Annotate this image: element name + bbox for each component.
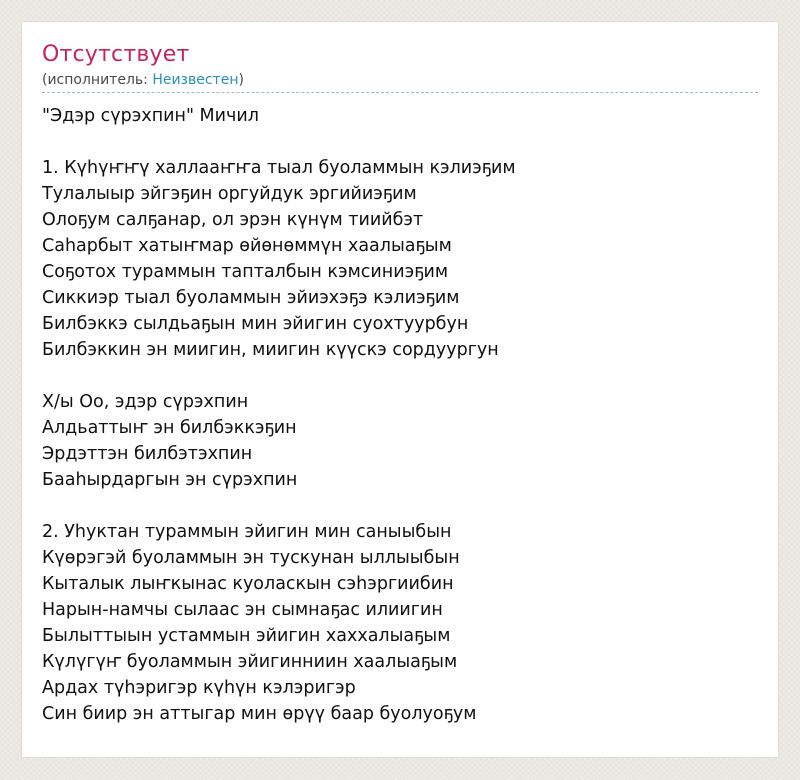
lyric-line: Олоҕум салҕанар, ол эрэн күнүм тиийбэт: [42, 210, 424, 230]
lyric-line: 1. Күһүҥҥү халлааҥҥа тыал буоламмын кэлиэҕим: [42, 158, 516, 178]
lyric-line: Х/ы Оо, эдэр сүрэхпин: [42, 392, 249, 412]
artist-prefix: (исполнитель:: [42, 72, 153, 88]
lyric-line: Тулалыыр эйгэҕин оргуйдук эргийиэҕим: [42, 184, 417, 204]
lyric-line: Нарын-намчы сылаас эн сымнаҕас илиигин: [42, 600, 443, 620]
lyric-line: Син биир эн аттыгар мин өрүү баар буолуоҕум: [42, 704, 477, 724]
song-title: Отсутствует: [42, 42, 190, 67]
lyric-line: Алдьаттыҥ эн билбэккэҕин: [42, 418, 297, 438]
lyric-line: "Эдэр сүрэхпин" Мичил: [42, 106, 259, 126]
lyric-line: Ардах түһэригэр күһүн кэлэригэр: [42, 678, 356, 698]
lyric-blank-line: [42, 363, 758, 389]
lyric-line: Былыттыын устаммын эйигин хаххалыаҕым: [42, 626, 451, 646]
artist-line: [42, 70, 758, 93]
lyric-line: Бааһырдаргын эн сүрэхпин: [42, 470, 298, 490]
lyric-blank-line: [42, 129, 758, 155]
lyric-line: Билбэккин эн миигин, миигин күүскэ сордуургун: [42, 340, 499, 360]
lyric-line: Билбэккэ сылдьаҕын мин эйигин суохтуурбун: [42, 314, 469, 334]
artist-suffix: ): [238, 72, 244, 88]
lyric-line: Сиккиэр тыал буоламмын эйиэхэҕэ кэлиэҕим: [42, 288, 460, 308]
lyric-line: Күөрэгэй буоламмын эн тускунан ыллыыбын: [42, 548, 460, 568]
lyric-line: Күлүгүҥ буоламмын эйигинниин хаалыаҕым: [42, 652, 458, 672]
lyric-line: 2. Уһуктан тураммын эйигин мин саныыбын: [42, 522, 452, 542]
lyric-line: Кыталык лыҥкынас куоласкын сэһэргиибин: [42, 574, 454, 594]
artist-link[interactable]: Неизвестен: [152, 72, 239, 88]
lyric-line: Соҕотох тураммын тапталбын кэмсиниэҕим: [42, 262, 449, 282]
lyrics-card: [22, 22, 778, 757]
lyric-line: Саһарбыт хатыҥмар өйөнөммүн хаалыаҕым: [42, 236, 452, 256]
lyric-line: Эрдэттэн билбэтэхпин: [42, 444, 253, 464]
lyric-blank-line: [42, 493, 758, 519]
lyrics-body: [42, 103, 758, 727]
